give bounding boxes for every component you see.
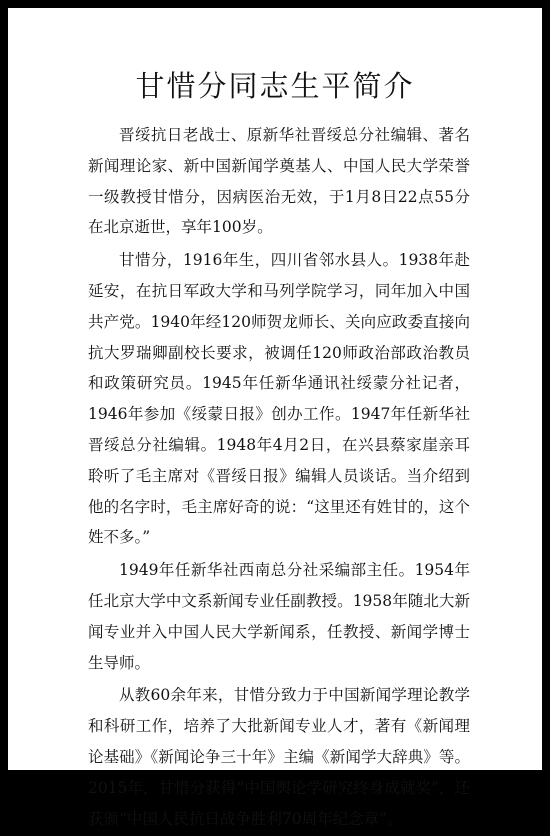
document-page (8, 8, 542, 828)
document-body (88, 120, 470, 836)
paragraph-early-career: 甘惜分，1916年生，四川省邻水县人。1938年赴延安，在抗日军政大学和马列学院学习，同年加入中国共产党。1940年经120师贺龙师长、关向应政委直接向抗大罗瑞卿副校长要求，被调任120师政治部政治教员和政策研究员。1945年任新华通讯社绥蒙分社记者，1946年参加《绥蒙日报》创办工作。1947年任新华社晋绥总分社编辑。1948年4月2日，在兴县蔡家崖亲耳聆听了毛主席对《晋绥日报》编辑人员谈话。当介绍到他的名字时，毛主席好奇的说：“这里还有姓甘的，这个姓不多。” (88, 251, 470, 547)
paragraph-academic-career: 1949年任新华社西南总分社采编部主任。1954年任北京大学中文系新闻专业任副教授。1958年随北大新闻专业并入中国人民大学新闻系，任教授、新闻学博士生导师。 (88, 561, 470, 672)
paragraph-achievements: 从教60余年来，甘惜分致力于中国新闻学理论教学和科研工作，培养了大批新闻专业人才，著有《新闻理论基础》《新闻论争三十年》主编《新闻学大辞典》等。2015年，甘惜分获得“中国舆论学研究终身成就奖”，还获颁“中国人民抗日战争胜利70周年纪念章”。 (88, 686, 470, 828)
page-title: 甘惜分同志生平简介 (135, 69, 415, 103)
paragraph-intro: 晋绥抗日老战士、原新华社晋绥总分社编辑、著名新闻理论家、新中国新闻学奠基人、中国人民大学荣誉一级教授甘惜分，因病医治无效，于1月8日22点55分在北京逝世，享年100岁。 (88, 126, 470, 237)
